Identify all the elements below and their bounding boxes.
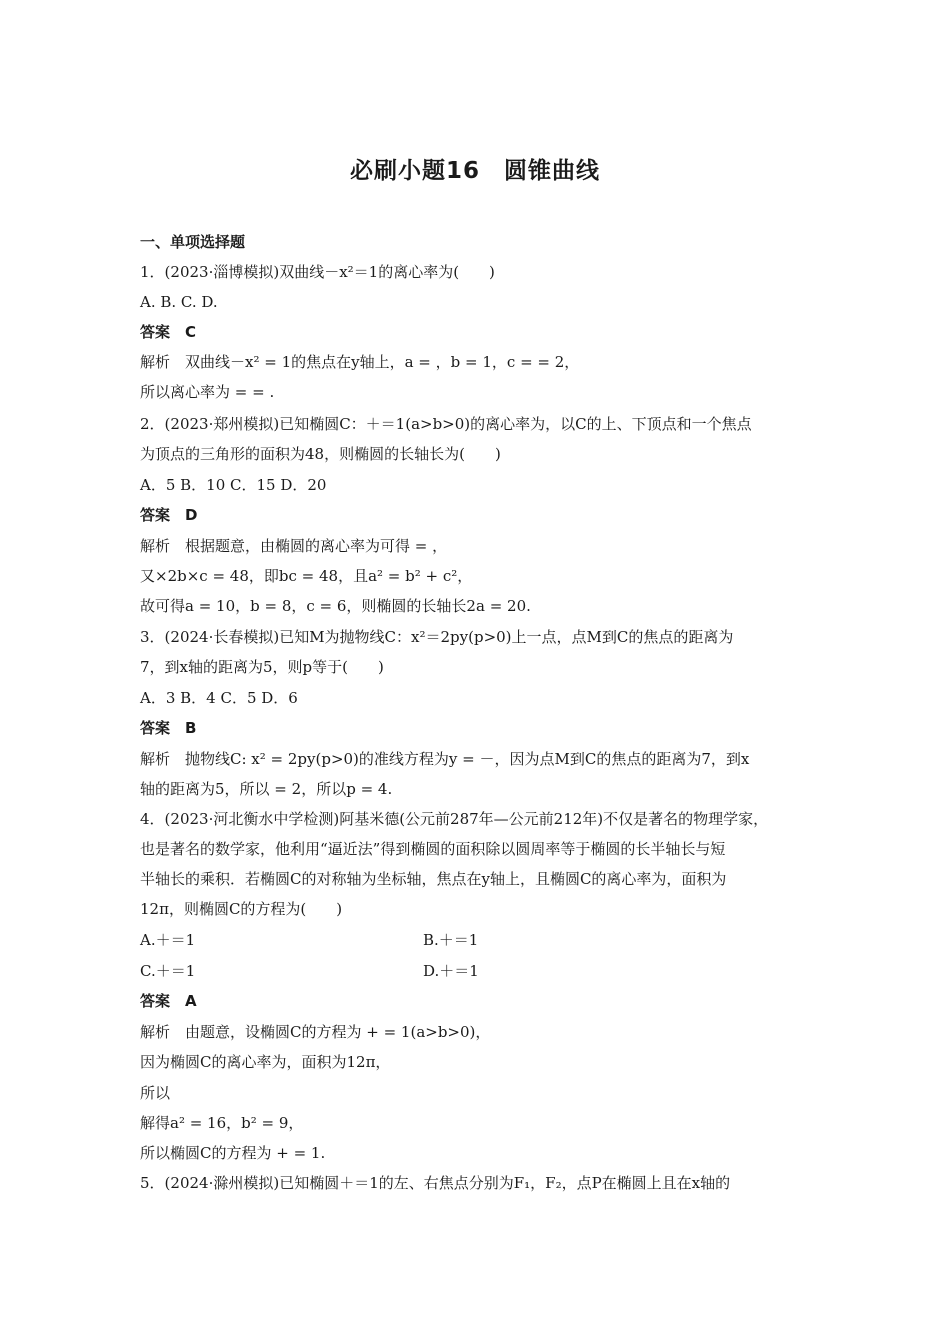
q2-analysis-2: 又×2b×c = 48，即bc = 48，且a² = b² + c²，	[140, 567, 473, 585]
q2-stem-2: 为顶点的三角形的面积为48，则椭圆的长轴长为( )	[140, 445, 501, 463]
q1-analysis-2: 所以离心率为 = = .	[140, 383, 275, 401]
q3-options: A．3 B．4 C．5 D．6	[140, 689, 298, 707]
q4-analysis-5: 所以椭圆C的方程为 + = 1.	[140, 1144, 326, 1162]
q3-stem-2: 7，到x轴的距离为5，则p等于( )	[140, 658, 384, 676]
q4-option-b: B.＋＝1	[423, 931, 479, 949]
q4-answer: 答案 A	[140, 992, 197, 1010]
q4-stem: 4．(2023·河北衡水中学检测)阿基米德(公元前287年—公元前212年)不仅是著名的物理学家，	[140, 810, 769, 828]
q2-options: A．5 B．10 C．15 D．20	[140, 476, 327, 494]
q1-answer: 答案 C	[140, 323, 197, 341]
q4-analysis-4: 解得a² = 16，b² = 9，	[140, 1114, 304, 1132]
q5-stem: 5．(2024·滁州模拟)已知椭圆＋＝1的左、右焦点分别为F₁，F₂，点P在椭圆上且在x轴的	[140, 1174, 731, 1192]
page-title: 必刷小题16 圆锥曲线	[349, 158, 600, 184]
q4-stem-3: 半轴长的乘积．若椭圆C的对称轴为坐标轴，焦点在y轴上，且椭圆C的离心率为，面积为	[140, 870, 727, 888]
q4-analysis-3: 所以	[140, 1084, 171, 1102]
q2-analysis-3: 故可得a = 10，b = 8，c = 6，则椭圆的长轴长2a = 20.	[140, 597, 531, 615]
q4-analysis-2: 因为椭圆C的离心率为，面积为12π，	[140, 1053, 391, 1071]
q4-options-row2	[140, 961, 820, 981]
q3-analysis-2: 轴的距离为5，所以 = 2，所以p = 4.	[140, 780, 393, 798]
q1-analysis: 解析 双曲线－x² = 1的焦点在y轴上，a = ，b = 1，c = = 2，	[140, 353, 580, 371]
q1-stem: 1．(2023·淄博模拟)双曲线－x²＝1的离心率为( )	[140, 263, 495, 281]
q4-options-row1	[140, 930, 820, 950]
q2-stem: 2．(2023·郑州模拟)已知椭圆C：＋＝1(a>b>0)的离心率为，以C的上、下顶点和一个焦点	[140, 415, 752, 433]
q1-options: A. B. C. D.	[140, 293, 218, 311]
q4-analysis: 解析 由题意，设椭圆C的方程为 + = 1(a>b>0)，	[140, 1023, 491, 1041]
q3-stem: 3．(2024·长春模拟)已知M为抛物线C：x²＝2py(p>0)上一点，点M到C的焦点的距离为	[140, 628, 734, 646]
q2-analysis: 解析 根据题意，由椭圆的离心率为可得 = ，	[140, 537, 448, 555]
q2-answer: 答案 D	[140, 506, 198, 524]
q4-option-c: C.＋＝1	[140, 962, 196, 980]
section-heading: 一、单项选择题	[140, 233, 246, 251]
q4-stem-2: 也是著名的数学家，他利用“逼近法”得到椭圆的面积除以圆周率等于椭圆的长半轴长与短	[140, 840, 726, 858]
q3-answer: 答案 B	[140, 719, 197, 737]
q3-analysis: 解析 抛物线C: x² = 2py(p>0)的准线方程为y = －，因为点M到C的焦点的距离为7，到x	[140, 750, 750, 768]
q4-option-a: A.＋＝1	[140, 931, 196, 949]
q4-option-d: D.＋＝1	[423, 962, 479, 980]
q4-stem-4: 12π，则椭圆C的方程为( )	[140, 900, 343, 918]
